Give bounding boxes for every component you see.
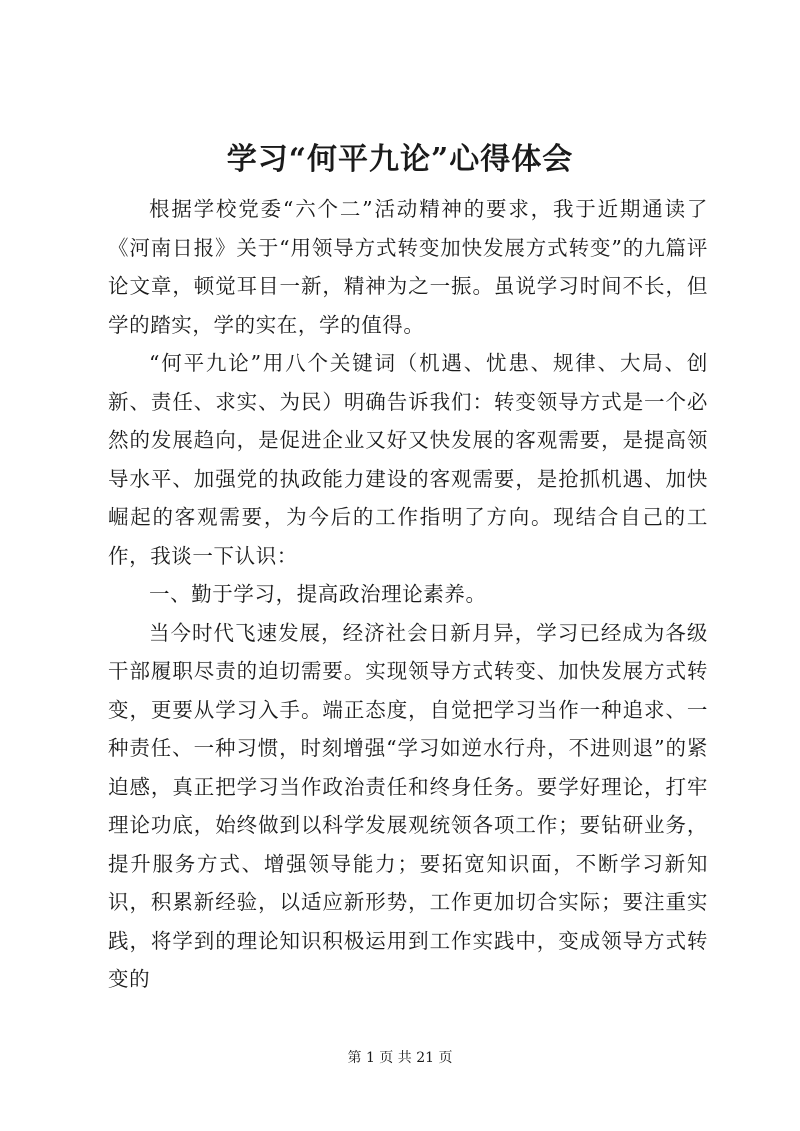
page-footer: 第 1 页 共 21 页 xyxy=(347,1050,453,1066)
document-body xyxy=(108,190,708,999)
paragraph-study: 当今时代飞速发展，经济社会日新月异，学习已经成为各级干部履职尽责的迫切需要。实现领导方式转变、加快发展方式转变，更要从学习入手。端正态度，自觉把学习当作一种追求、一种责任、一种习惯，时刻增强“学习如逆水行舟，不进则退”的紧迫感，真正把学习当作政治责任和终身任务。要学好理论，打牢理论功底，始终做到以科学发展观统领各项工作；要钻研业务，提升服务方式、增强领导能力；要拓宽知识面，不断学习新知识，积累新经验，以适应新形势，工作更加切合实际；要注重实践，将学到的理论知识积极运用到工作实践中，变成领导方式转变的 xyxy=(108,620,708,991)
section-heading-1: 一、勤于学习，提高政治理论素养。 xyxy=(149,582,487,606)
paragraph-intro: 根据学校党委“六个二”活动精神的要求，我于近期通读了《河南日报》关于“用领导方式转变加快发展方式转变”的九篇评论文章，顿觉耳目一新，精神为之一振。虽说学习时间不长，但学的踏实，学的实在，学的值得。 xyxy=(108,197,708,337)
document-title: 学习“何平九论”心得体会 xyxy=(226,142,574,177)
paragraph-keywords: “何平九论”用八个关键词（机遇、忧患、规律、大局、创新、责任、求实、为民）明确告诉我们：转变领导方式是一个必然的发展趋向，是促进企业又好又快发展的客观需要，是提高领导水平、加强党的执政能力建设的客观需要，是抢抓机遇、加快崛起的客观需要，为今后的工作指明了方向。现结合自己的工作，我谈一下认识： xyxy=(108,351,708,568)
